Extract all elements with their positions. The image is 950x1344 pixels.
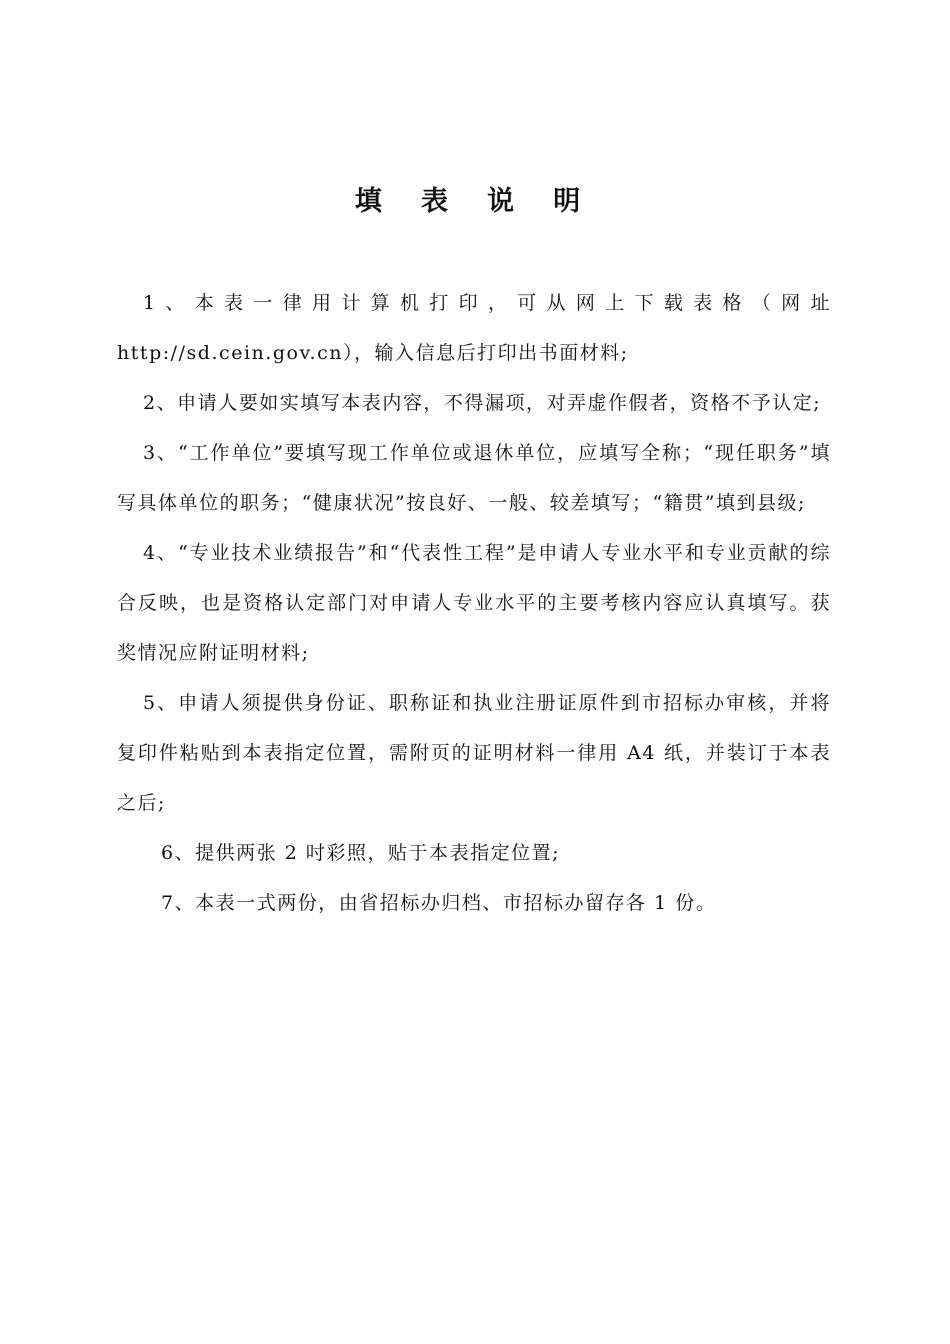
instruction-item-6: 6、提供两张 2 吋彩照，贴于本表指定位置; [161,842,561,864]
instruction-item-2: 2、申请人要如实填写本表内容，不得漏项，对弄虚作假者，资格不予认定; [143,392,822,414]
instruction-item-7: 7、本表一式两份，由省招标办归档、市招标办留存各 1 份。 [161,892,717,914]
instruction-item-5: 5、申请人须提供身份证、职称证和执业注册证原件到市招标办审核，并将复印件粘贴到本表指定位置，需附页的证明材料一律用 A4 纸，并装订于本表之后; [117,692,831,814]
instruction-item-1: 1、本表一律用计算机打印，可从网上下载表格（网址 http://sd.cein.gov.cn），输入信息后打印出书面材料; [117,292,831,364]
instruction-item-3: 3、“工作单位”要填写现工作单位或退休单位，应填写全称；“现任职务”填写具体单位的职务；“健康状况”按良好、一般、较差填写；“籍贯”填到县级; [117,442,831,514]
document-title: 填 表 说 明 [354,186,596,217]
instructions-list [117,278,831,928]
instruction-item-4: 4、“专业技术业绩报告”和“代表性工程”是申请人专业水平和专业贡献的综合反映，也是资格认定部门对申请人专业水平的主要考核内容应认真填写。获奖情况应附证明材料; [117,542,831,664]
